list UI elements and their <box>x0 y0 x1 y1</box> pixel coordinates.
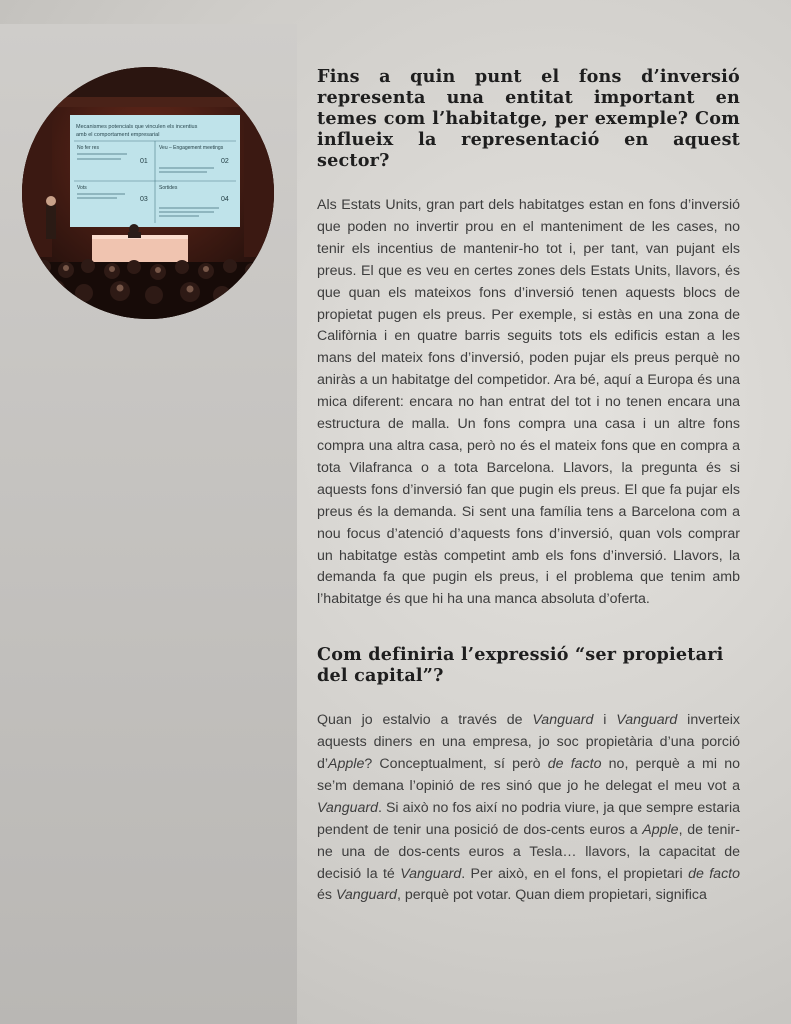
slide-cell-3-num: 03 <box>140 196 148 203</box>
answer-2-text: ? Conceptualment, sí però <box>364 756 548 773</box>
answer-2-text: , perquè pot votar. Quan diem propietari, significa <box>396 887 707 904</box>
slide-cell-1-label: No fer res <box>77 145 99 151</box>
answer-2-emphasis: Vanguard <box>335 887 397 904</box>
slide-cell-1-num: 01 <box>140 158 148 165</box>
answer-2-emphasis: Vanguard <box>616 712 678 729</box>
slide-cell-2-label: Veu – Engagement meetings <box>159 145 224 151</box>
question-2-heading: Com definiria l’expressió “ser propietari del capital”? <box>317 644 724 687</box>
slide-cell-4-num: 04 <box>221 196 229 203</box>
answer-2-emphasis: Vanguard <box>317 799 379 816</box>
answer-2-text: és <box>317 887 336 904</box>
auditorium-illustration <box>22 67 274 319</box>
answer-2-emphasis: Apple <box>642 821 679 838</box>
answer-2-text: . Per això, en el fons, el propietari <box>461 865 689 882</box>
slide-cell-4-label: Sortides <box>159 185 178 191</box>
answer-2-text: , de tenir-ne una de dos-cents euros a Tesla… llavors, la capacitat de decisió la té <box>317 821 740 882</box>
answer-2-emphasis: Vanguard <box>532 712 594 729</box>
answer-2-emphasis: Vanguard <box>400 865 462 882</box>
answer-2-text: . Si això no fos així no podria viure, ja que sempre estaria pendent de tenir una posició de dos-cents euros a <box>317 799 740 838</box>
speaker-figure <box>46 205 56 239</box>
slide-cell-3-label: Vots <box>77 185 87 191</box>
slide-title-line-2: amb el comportament empresarial <box>76 132 160 138</box>
answer-2-text: inverteix aquests diners en una empresa, jo soc propietària d’una porció d’ <box>317 712 740 773</box>
answer-2-text: no, perquè a mi no se’m demana l’opinió de res sinó que jo he delegat el meu vot a <box>317 756 740 794</box>
slide-cell-2-num: 02 <box>221 158 229 165</box>
answer-2-emphasis: de facto <box>547 756 602 773</box>
answer-2-emphasis: Apple <box>328 756 365 773</box>
article-content <box>317 66 740 907</box>
answer-2-emphasis: de facto <box>688 865 741 882</box>
slide-title-line-1: Mecanismes potencials que vinculen els incentius <box>76 124 198 130</box>
answer-2-text: Quan jo estalvio a través de <box>317 712 533 729</box>
question-1-heading: Fins a quin punt el fons d’inversió representa una entitat important en temes com l’habitatge, per exemple? Com influeix la representació en aquest sector? <box>317 66 740 171</box>
conference-photo <box>22 67 274 319</box>
answer-2-paragraph <box>317 710 740 907</box>
answer-2-text: i <box>593 712 617 729</box>
answer-1-paragraph: Als Estats Units, gran part dels habitatges estan en fons d’inversió que poden no invertir prou en el manteniment de les cases, no tenir els incentius de mantenir-ho tot i, per tant, van pujant els preus. El que es veu en certes zones dels Estats Units, llavors, és que quan els mateixos fons d’inversió tenen aquests blocs de propietat pugen els preus. Per exemple, si estàs en una zona de Califòrnia i en quatre barris seguits tots els edificis estan a les mans del mateix fons d’inversió, poden pujar els preus perquè no aniràs a un habitatge del competidor. Ara bé, aquí a Europa és una mica diferent: encara no han entrat del tot i no tenen encara una estructura de malla. Un fons compra una casa i un altre fons compra una altra casa, però no és el mateix fons que en compra a tota Vilafranca o a tota Barcelona. Llavors, la pregunta és si aquests fons d’inversió fan que pugin els preus. El que fa pujar els preus és la demanda. Si sent una família tens a Barcelona com a nou focus d’atenció d’aquests fons d’inversió, quan vols comprar un habitatge estàs competint amb els fons d’inversió. Llavors, la demanda fa que pugin els preus, i el problema que tenim amb l’habitatge és que hi ha una manca absoluta d’oferta. <box>317 197 740 608</box>
